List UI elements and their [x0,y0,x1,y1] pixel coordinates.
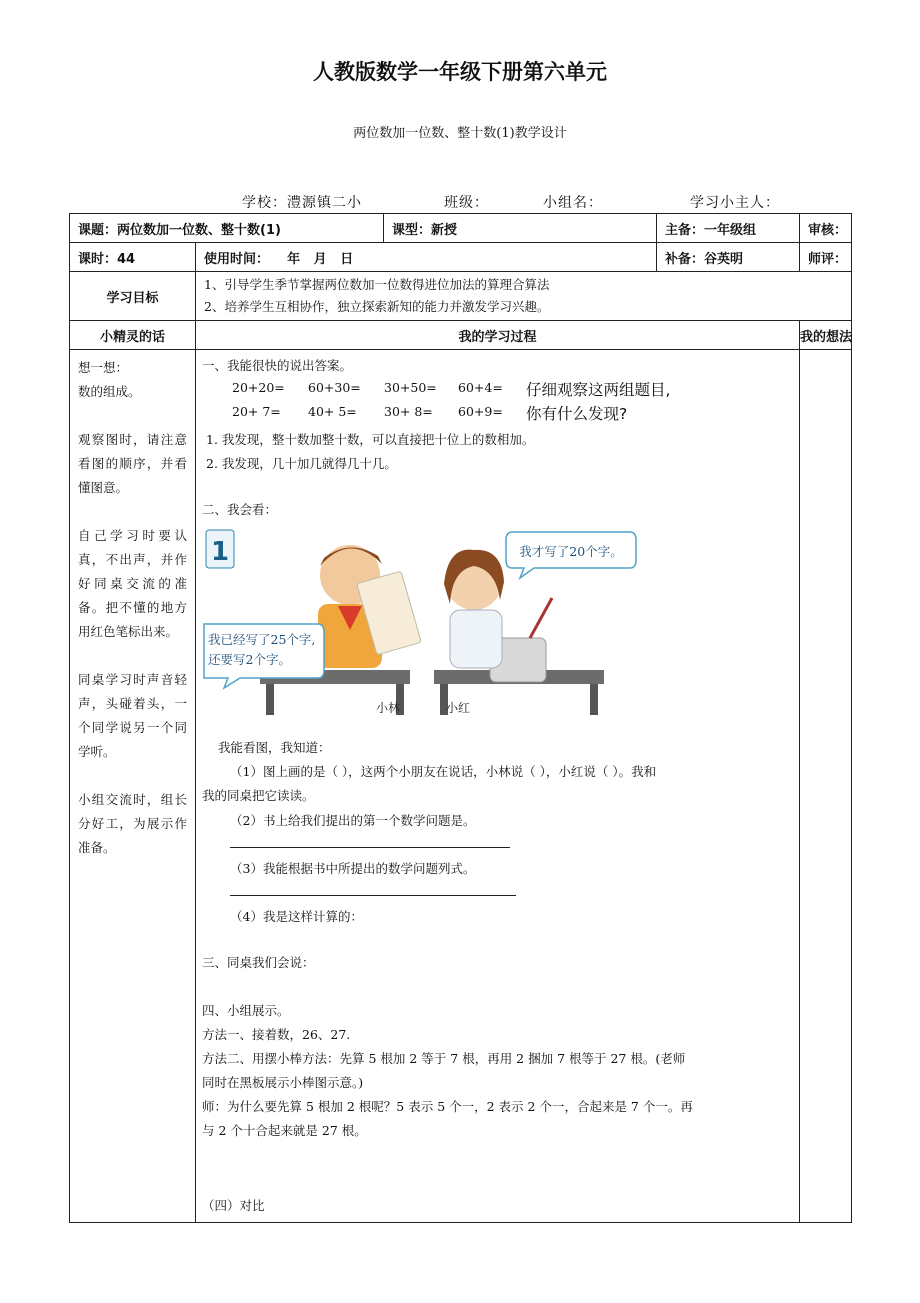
column-header-process: 我的学习过程 [196,321,800,350]
column-header-thoughts: 我的想法 [800,321,852,350]
teacher-explanation-2: 与 2 个十合起来就是 27 根。 [202,1123,367,1138]
equation: 30+ 8= [384,404,433,419]
method-2-line-2: 同时在黑板展示小棒图示意。) [202,1075,364,1090]
school-info-line [0,192,920,212]
section-1-title: 一、我能很快的说出答案。 [202,358,353,373]
textbook-illustration [200,520,640,715]
goals-cell [196,272,852,321]
question-4: （4）我是这样计算的： [230,909,363,924]
tip-text: 想一想： 数的组成。 [78,360,141,399]
goals-label: 学习目标 [70,272,196,321]
finding-1: 1. 我发现，整十数加整十数，可以直接把十位上的数相加。 [206,432,535,447]
document-title: 人教版数学一年级下册第六单元 [313,60,607,84]
group-field: 小组名： [543,195,603,211]
illustration-number: 1 [210,537,230,567]
review-cell: 审核： [800,214,852,243]
period-cell: 课时：44 [70,243,196,272]
tips-column [70,350,196,1223]
leader-field: 学习小主人： [690,195,780,211]
method-2-line-1: 方法二、用摆小棒方法：先算 5 根加 2 等于 7 根，再用 2 捆加 7 根等于 27 根。(老师 [202,1051,686,1066]
learning-process-column [196,350,800,1223]
use-time-cell: 使用时间： 年 月 日 [196,243,657,272]
observe-prompt: 你有什么发现? [526,405,628,423]
section-4-title: 四、小组展示。 [202,1003,290,1018]
tip-text: 观察图时，请注意看图的顺序，并看懂图意。 [78,432,187,495]
thoughts-column[interactable] [800,350,852,1223]
answer-line [230,895,516,896]
comment-cell: 师评： [800,243,852,272]
topic-cell: 课题：两位数加一位数、整十数(1) [70,214,384,243]
equation: 40+ 5= [308,404,357,419]
equation: 60+9= [458,404,503,419]
class-field: 班级： [444,195,489,211]
lesson-type-cell: 课型：新授 [384,214,657,243]
lesson-plan-table [69,213,852,1223]
girl-speech: 我才写了20个字。 [519,544,623,559]
girl-name-label: 小红 [446,701,471,715]
section-2-title: 二、我会看： [202,502,278,517]
method-1: 方法一、接着数，26、27. [202,1027,351,1042]
boy-speech-line-1: 我已经写了25个字, [208,632,316,647]
goal-item: 2、培养学生互相协作，独立探索新知的能力并激发学习兴趣。 [204,299,550,314]
equation: 30+50= [384,380,437,395]
goal-item: 1、引导学生季节掌握两位数加一位数得进位加法的算理合算法 [204,277,550,292]
observe-prompt: 仔细观察这两组题目, [526,381,671,399]
answer-line [230,847,510,848]
lead-teacher-cell: 主备：一年级组 [657,214,800,243]
tip-text: 自己学习时要认真，不出声，并作好同桌交流的准备。把不懂的地方用红色笔标出来。 [78,528,187,639]
question-1-line-1: （1）图上画的是（ ），这两个小朋友在说话，小林说（ ），小红说（ ）。我和 [230,764,657,779]
column-header-tips: 小精灵的话 [70,321,196,350]
document-subtitle: 两位数加一位数、整十数(1)教学设计 [353,126,567,141]
tip-text: 同桌学习时声音轻声，头碰着头，一个同学说另一个同学听。 [78,672,187,759]
question-2: （2）书上给我们提出的第一个数学问题是。 [230,813,476,828]
question-1-line-2: 我的同桌把它读读。 [202,788,315,803]
teacher-explanation-1: 师：为什么要先算 5 根加 2 根呢？5 表示 5 个一，2 表示 2 个一，合起来是 7 个一。再 [202,1099,693,1114]
boy-speech-line-2: 还要写2个字。 [208,652,291,667]
i-know-label: 我能看图，我知道： [218,740,331,755]
question-3: （3）我能根据书中所提出的数学问题列式。 [230,861,476,876]
equation: 60+30= [308,380,361,395]
section-contrast-title: （四）对比 [202,1198,265,1213]
boy-name-label: 小林 [376,701,401,715]
equation: 20+20= [232,380,285,395]
assist-teacher-cell: 补备：谷英明 [657,243,800,272]
tip-text: 小组交流时，组长分好工，为展示作准备。 [78,792,187,855]
equation: 60+4= [458,380,503,395]
school-field: 学校：澧源镇二小 [242,195,362,211]
section-3-title: 三、同桌我们会说： [202,955,315,970]
equation: 20+ 7= [232,404,281,419]
finding-2: 2. 我发现，几十加几就得几十几。 [206,456,397,471]
